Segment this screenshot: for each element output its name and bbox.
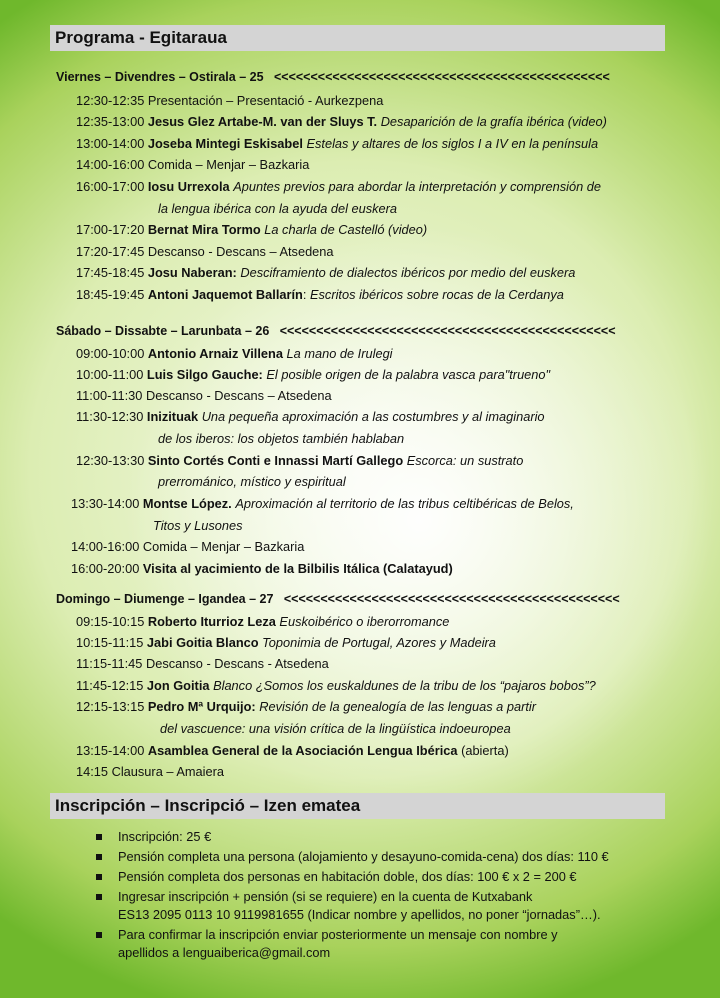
arrows-decoration: <<<<<<<<<<<<<<<<<<<<<<<<<<<<<<<<<<<<<<<<<<<<<<	[273, 70, 610, 84]
schedule-row: 11:30-12:30 Inizituak Una pequeña aproximación a las costumbres y al imaginario	[76, 409, 545, 424]
schedule-row: 11:45-12:15 Jon Goitia Blanco ¿Somos los euskaldunes de la tribu de los “pajaros bobos”?	[76, 678, 596, 693]
schedule-row: 16:00-20:00 Visita al yacimiento de la Bilbilis Itálica (Calatayud)	[71, 561, 453, 576]
bullet-icon	[96, 874, 102, 880]
schedule-row: 13:30-14:00 Montse López. Aproximación al territorio de las tribus celtibéricas de Belos,	[71, 496, 574, 511]
bullet-icon	[96, 894, 102, 900]
schedule-row: 16:00-17:00 Iosu Urrexola Apuntes previos para abordar la interpretación y comprensión de	[76, 179, 602, 194]
schedule-row: 17:20-17:45 Descanso - Descans – Atsedena	[76, 244, 334, 259]
arrows-decoration: <<<<<<<<<<<<<<<<<<<<<<<<<<<<<<<<<<<<<<<<<<<<<<	[279, 324, 616, 338]
program-title: Programa - Egitaraua	[50, 25, 665, 51]
schedule-row: 11:00-11:30 Descanso - Descans – Atsedena	[76, 388, 332, 403]
list-item: Inscripción: 25 €	[96, 828, 609, 846]
schedule-row: 12:30-12:35 Presentación – Presentació - Aurkezpena	[76, 93, 384, 108]
list-item: Pensión completa dos personas en habitación doble, dos días: 100 € x 2 = 200 €	[96, 868, 609, 886]
schedule-row-continuation: prerrománico, místico y espiritual	[158, 474, 346, 489]
schedule-row: 18:45-19:45 Antoni Jaquemot Ballarín: Escritos ibéricos sobre rocas de la Cerdanya	[76, 287, 564, 302]
bullet-icon	[96, 854, 102, 860]
inscription-title: Inscripción – Inscripció – Izen ematea	[50, 793, 665, 819]
day-heading-sunday: Domingo – Diumenge – Igandea – 27 <<<<<<<<<<<<<<<<<<<<<<<<<<<<<<<<<<<<<<<<<<<<<<	[56, 592, 620, 606]
schedule-row: 14:15 Clausura – Amaiera	[76, 764, 224, 779]
bullet-icon	[96, 834, 102, 840]
schedule-row: 12:30-13:30 Sinto Cortés Conti e Innassi Martí Gallego Escorca: un sustrato	[76, 453, 524, 468]
schedule-row: 09:15-10:15 Roberto Iturrioz Leza Euskoibérico o iberorromance	[76, 614, 450, 629]
arrows-decoration: <<<<<<<<<<<<<<<<<<<<<<<<<<<<<<<<<<<<<<<<<<<<<<	[283, 592, 620, 606]
schedule-row: 10:00-11:00 Luis Silgo Gauche: El posible origen de la palabra vasca para"trueno"	[76, 367, 551, 382]
schedule-row: 09:00-10:00 Antonio Arnaiz Villena La mano de Irulegi	[76, 346, 393, 361]
schedule-row: 12:15-13:15 Pedro Mª Urquijo: Revisión de la genealogía de las lenguas a partir	[76, 699, 537, 714]
schedule-row-continuation: Titos y Lusones	[153, 518, 243, 533]
list-item: Ingresar inscripción + pensión (si se requiere) en la cuenta de Kutxabank ES13 2095 0113 10 9119981655 (Indicar nombre y apellidos, no poner “jornadas”…).	[96, 888, 609, 924]
schedule-row: 10:15-11:15 Jabi Goitia Blanco Toponimia de Portugal, Azores y Madeira	[76, 635, 496, 650]
list-item: Pensión completa una persona (alojamiento y desayuno-comida-cena) dos días: 110 €	[96, 848, 609, 866]
day-heading-friday: Viernes – Divendres – Ostirala – 25 <<<<<<<<<<<<<<<<<<<<<<<<<<<<<<<<<<<<<<<<<<<<<<	[56, 70, 610, 84]
schedule-row: 17:00-17:20 Bernat Mira Tormo La charla de Castelló (video)	[76, 222, 428, 237]
schedule-row: 14:00-16:00 Comida – Menjar – Bazkaria	[76, 157, 310, 172]
inscription-list	[96, 828, 609, 962]
schedule-row: 14:00-16:00 Comida – Menjar – Bazkaria	[71, 539, 305, 554]
schedule-row: 17:45-18:45 Josu Naberan: Desciframiento de dialectos ibéricos por medio del euskera	[76, 265, 576, 280]
schedule-row: 11:15-11:45 Descanso - Descans - Atsedena	[76, 656, 329, 671]
list-item: Para confirmar la inscripción enviar posteriormente un mensaje con nombre y apellidos a lenguaiberica@gmail.com	[96, 926, 609, 962]
schedule-row-continuation: la lengua ibérica con la ayuda del euskera	[158, 201, 398, 216]
schedule-row-continuation: de los iberos: los objetos también hablaban	[158, 431, 405, 446]
day-heading-saturday: Sábado – Dissabte – Larunbata – 26 <<<<<<<<<<<<<<<<<<<<<<<<<<<<<<<<<<<<<<<<<<<<<<	[56, 324, 616, 338]
schedule-row-continuation: del vascuence: una visión crítica de la lingüística indoeuropea	[160, 721, 511, 736]
schedule-row: 12:35-13:00 Jesus Glez Artabe-M. van der Sluys T. Desaparición de la grafía ibérica (video)	[76, 114, 607, 129]
bullet-icon	[96, 932, 102, 938]
schedule-row: 13:00-14:00 Joseba Mintegi Eskisabel Estelas y altares de los siglos I a IV en la península	[76, 136, 599, 151]
schedule-row: 13:15-14:00 Asamblea General de la Asociación Lengua Ibérica (abierta)	[76, 743, 509, 758]
